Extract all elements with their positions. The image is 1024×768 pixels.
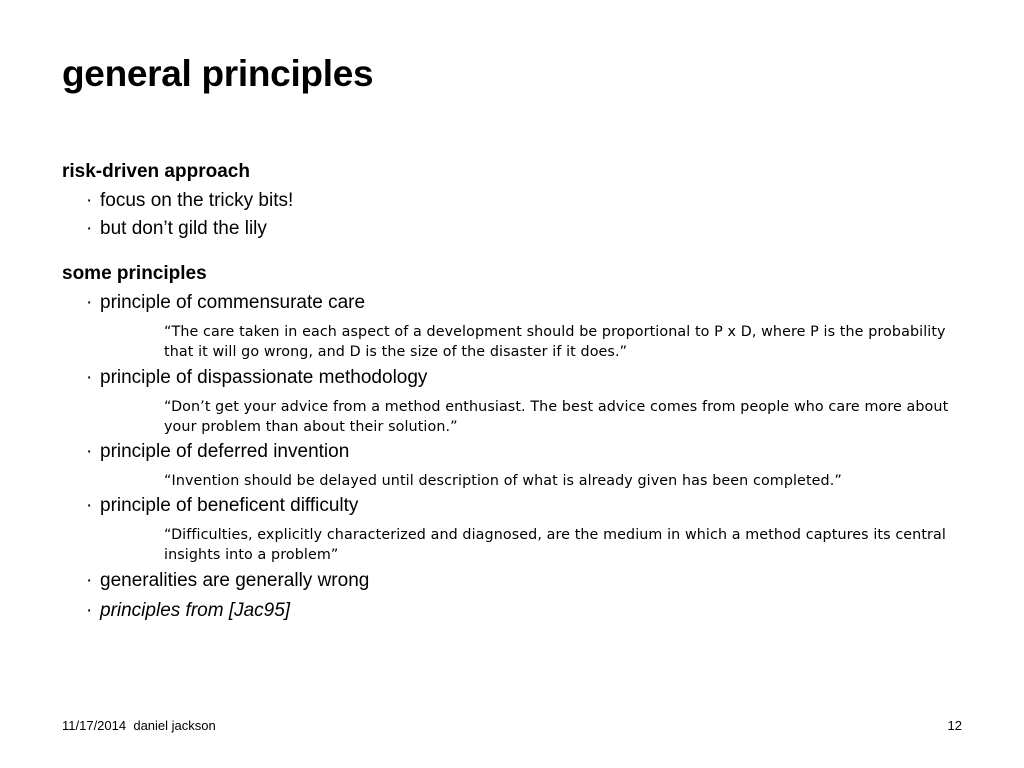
bullet-dot: · <box>86 292 93 313</box>
bullet-item <box>86 189 293 213</box>
bullet-dot: · <box>86 190 93 211</box>
section-heading-risk-driven: risk-driven approach <box>62 161 250 182</box>
principle-quote: “Don’t get your advice from a method enthusiast. The best advice comes from people who care more about your problem than about their solution.” <box>164 399 949 435</box>
bullet-text: but don’t gild the lily <box>100 218 267 239</box>
bullet-item <box>86 291 365 315</box>
bullet-dot: · <box>86 218 93 239</box>
bullet-dot: · <box>86 600 93 621</box>
footer-author: daniel jackson <box>133 718 216 733</box>
bullet-dot: · <box>86 495 93 516</box>
bullet-text: focus on the tricky bits! <box>100 190 294 211</box>
bullet-dot: · <box>86 441 93 462</box>
bullet-item <box>86 494 358 518</box>
bullet-dot: · <box>86 367 93 388</box>
bullet-text: principle of dispassionate methodology <box>100 367 428 388</box>
bullet-text: principle of beneficent difficulty <box>100 495 359 516</box>
bullet-text: principle of commensurate care <box>100 292 366 313</box>
footer-meta <box>62 718 216 734</box>
bullet-item <box>86 440 349 464</box>
principle-quote: “The care taken in each aspect of a development should be proportional to P x D, where P is the probability that it will go wrong, and D is the size of the disaster if it does.” <box>164 324 946 360</box>
footer-date: 11/17/2014 <box>62 718 127 733</box>
bullet-item <box>86 569 369 593</box>
principle-quote: “Difficulties, explicitly characterized and diagnosed, are the medium in which a method captures its central insights into a problem” <box>164 527 946 563</box>
bullet-item <box>86 366 427 390</box>
bullet-text-reference: principles from [Jac95] <box>100 600 291 621</box>
bullet-item <box>86 599 290 623</box>
bullet-text: principle of deferred invention <box>100 441 350 462</box>
page-number: 12 <box>947 718 962 733</box>
slide-title: general principles <box>62 53 374 94</box>
bullet-item <box>86 217 267 241</box>
section-heading-some-principles: some principles <box>62 263 207 284</box>
bullet-text: generalities are generally wrong <box>100 570 370 591</box>
bullet-dot: · <box>86 570 93 591</box>
principle-quote: “Invention should be delayed until description of what is already given has been completed.” <box>164 473 842 489</box>
